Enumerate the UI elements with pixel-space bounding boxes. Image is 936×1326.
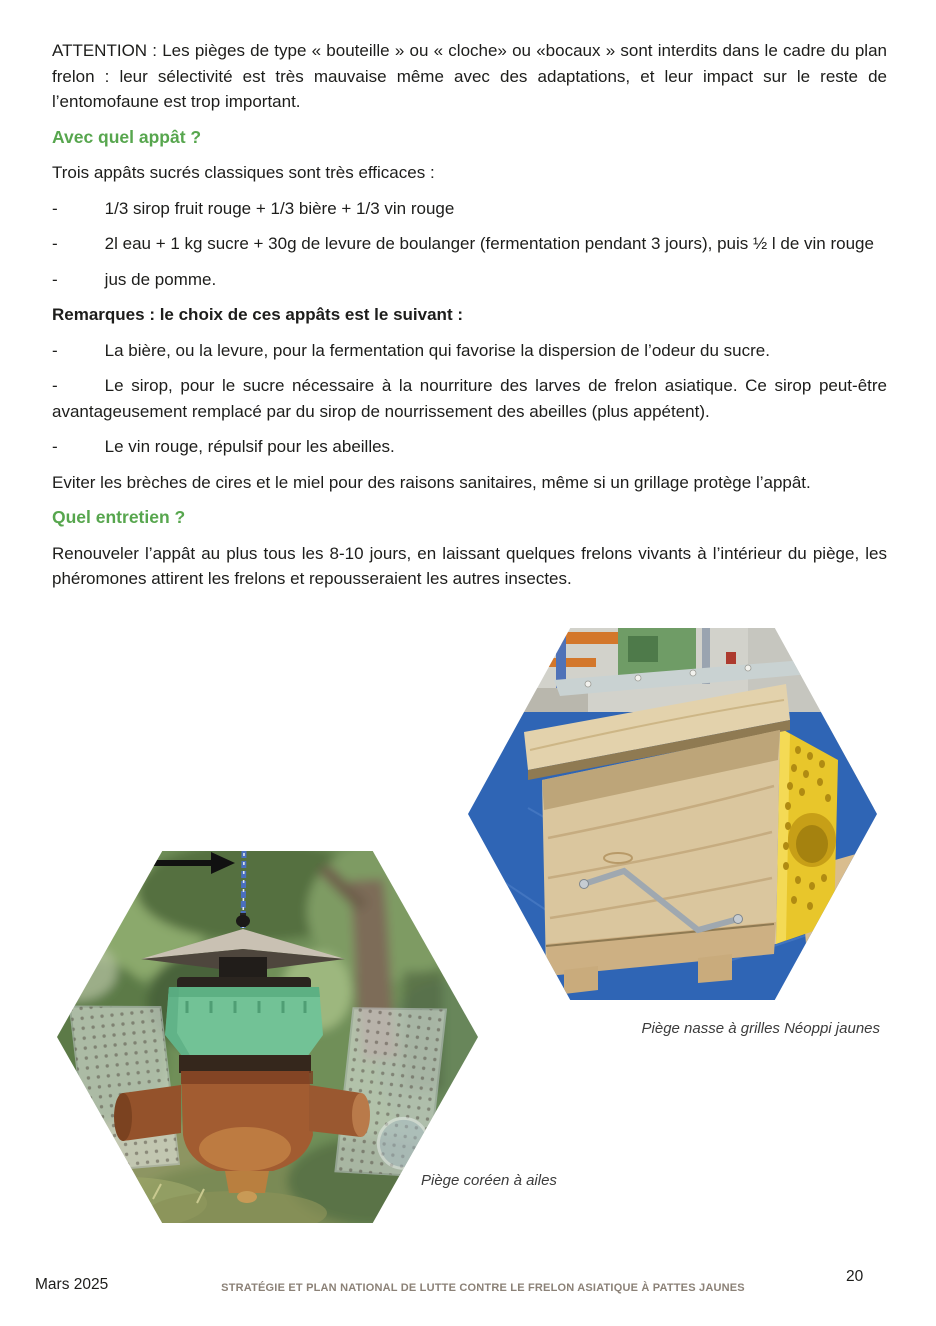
bait-item-text: 1/3 sirop fruit rouge + 1/3 bière + 1/3 vin rouge (104, 198, 455, 218)
bullet-dash: - (52, 376, 58, 395)
bullet-dash: - (52, 269, 58, 289)
section-heading-maintenance: Quel entretien ? (52, 507, 186, 527)
bait-list-item (52, 267, 887, 293)
footer-page-number: 20 (846, 1268, 864, 1285)
bait-lead-paragraph: Trois appâts sucrés classiques sont très efficaces : (52, 163, 435, 182)
bullet-dash: - (52, 437, 58, 456)
bullet-dash: - (52, 234, 58, 253)
remark-list-item (52, 338, 887, 364)
remark-item-text: La bière, ou la levure, pour la fermentation qui favorise la dispersion de l’odeur du sucre. (104, 340, 770, 360)
korean-trap-illustration (57, 851, 478, 1223)
remarks-heading: Remarques : le choix de ces appâts est le suivant : (52, 305, 463, 324)
footer-date: Mars 2025 (35, 1276, 109, 1293)
intro-paragraph: ATTENTION : Les pièges de type « bouteille » ou « cloche» ou «bocaux » sont interdits dans le cadre du plan frelon : leur sélectivité est très mauvaise même avec des adaptations, et leur impact sur le reste de l’entomofaune est trop important. (52, 41, 887, 111)
main-text-column (52, 38, 887, 602)
bait-item-text: 2l eau + 1 kg sucre + 30g de levure de boulanger (fermentation pendant 3 jours), puis ½ l de vin rouge (104, 234, 874, 253)
neoppi-trap-illustration (468, 628, 877, 1000)
remark-list-item (52, 373, 887, 424)
figure-caption-neoppi: Piège nasse à grilles Néoppi jaunes (641, 1020, 880, 1037)
figure-neoppi-trap-photo (468, 628, 877, 1000)
maintenance-paragraph: Renouveler l’appât au plus tous les 8-10 jours, en laissant quelques frelons vivants à l’intérieur du piège, les phéromones attirent les frelons et repousseraient les autres insectes. (52, 543, 887, 588)
yellow-grid-panel (776, 728, 838, 944)
bullet-dash: - (52, 198, 58, 218)
remark-list-item (52, 434, 887, 460)
sanitary-note-paragraph: Eviter les brèches de cires et le miel pour des raisons sanitaires, même si un grillage protège l’appât. (52, 472, 811, 492)
bait-item-text: jus de pomme. (104, 269, 217, 289)
figure-caption-korean: Piège coréen à ailes (421, 1172, 557, 1189)
bait-list-item (52, 196, 887, 222)
green-body (165, 987, 323, 1057)
remark-item-text: Le sirop, pour le sucre nécessaire à la nourriture des larves de frelon asiatique. Ce sirop peut-être avantageusement remplacé par du sirop de nourrissement des abeilles (plus appétent). (52, 376, 887, 421)
figure-korean-trap-photo (57, 851, 478, 1223)
remark-item-text: Le vin rouge, répulsif pour les abeilles. (104, 437, 395, 456)
bullet-dash: - (52, 340, 58, 360)
bait-list-item (52, 231, 887, 257)
footer-document-title: STRATÉGIE ET PLAN NATIONAL DE LUTTE CONTRE LE FRELON ASIATIQUE À PATTES JAUNES (221, 1282, 745, 1294)
section-heading-bait: Avec quel appât ? (52, 126, 202, 147)
